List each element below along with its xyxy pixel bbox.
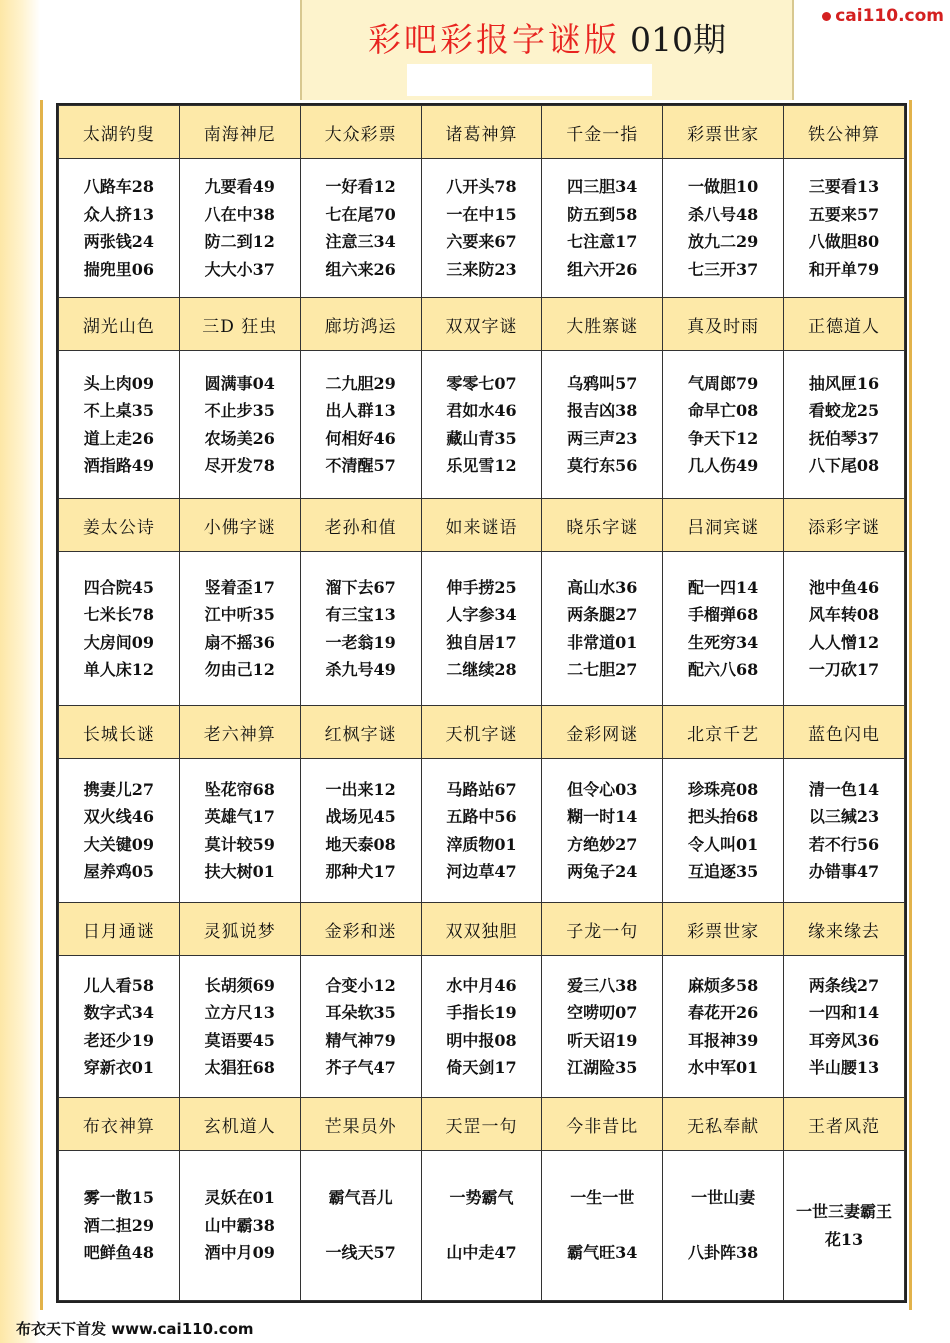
source-name: 湖光山色 bbox=[59, 298, 180, 351]
riddle-cell bbox=[421, 956, 542, 1098]
riddle-line: 高山水36 bbox=[567, 577, 638, 597]
riddle-line: 携妻儿27 bbox=[83, 779, 155, 799]
riddle-line: 倚天剑17 bbox=[446, 1058, 517, 1077]
riddle-line: 精气神79 bbox=[325, 1030, 396, 1050]
riddle-line: 配一四14 bbox=[688, 577, 759, 597]
source-name: 大胜寨谜 bbox=[542, 298, 663, 351]
riddle-line: 伸手捞25 bbox=[446, 577, 517, 597]
riddle-cell bbox=[663, 1151, 784, 1301]
riddle-cell bbox=[300, 1151, 421, 1301]
site-logo[interactable] bbox=[822, 6, 944, 26]
riddle-line: 杀九号49 bbox=[325, 660, 396, 679]
riddle-line: 耳旁风36 bbox=[808, 1030, 880, 1050]
page-title bbox=[302, 14, 792, 61]
riddle-line: 二继续28 bbox=[446, 660, 517, 679]
riddle-line: 令人叫01 bbox=[688, 834, 759, 854]
source-name: 小佛字谜 bbox=[179, 499, 300, 552]
riddle-line bbox=[422, 1212, 542, 1240]
riddle-line: 酒二担29 bbox=[83, 1215, 155, 1235]
riddle-cell bbox=[542, 956, 663, 1098]
riddle-row bbox=[59, 759, 905, 903]
title-blank-strip bbox=[407, 64, 652, 96]
riddle-line: 零零七07 bbox=[446, 373, 517, 393]
source-name: 缘来缘去 bbox=[784, 903, 905, 956]
riddle-grid bbox=[56, 103, 907, 1303]
riddle-line bbox=[663, 1212, 783, 1240]
riddle-line: 七注意17 bbox=[567, 232, 638, 251]
source-name: 双双字谜 bbox=[421, 298, 542, 351]
riddle-line: 耳报神39 bbox=[688, 1030, 759, 1050]
source-name: 彩票世家 bbox=[663, 106, 784, 159]
riddle-line: 三要看13 bbox=[808, 177, 880, 196]
riddle-line: 几人伤49 bbox=[688, 456, 759, 475]
source-name: 大众彩票 bbox=[300, 106, 421, 159]
riddle-line: 圆满事04 bbox=[204, 373, 275, 393]
riddle-line: 酒中月09 bbox=[204, 1243, 275, 1263]
riddle-line: 五路中56 bbox=[446, 807, 517, 826]
source-name: 千金一指 bbox=[542, 106, 663, 159]
riddle-cell bbox=[300, 956, 421, 1098]
riddle-line: 芥子气47 bbox=[325, 1058, 396, 1077]
riddle-line: 耳朵软35 bbox=[325, 1003, 396, 1022]
source-name: 芒果员外 bbox=[300, 1098, 421, 1151]
riddle-cell bbox=[542, 351, 663, 499]
source-name: 北京千艺 bbox=[663, 706, 784, 759]
source-name: 彩票世家 bbox=[663, 903, 784, 956]
riddle-line: 把头抬68 bbox=[688, 807, 759, 826]
riddle-line: 糊一时14 bbox=[567, 807, 638, 826]
riddle-line: 若不行56 bbox=[808, 834, 880, 854]
riddle-row bbox=[59, 1151, 905, 1301]
riddle-line: 乐见雪12 bbox=[446, 456, 517, 475]
source-name: 如来谜语 bbox=[421, 499, 542, 552]
riddle-line: 大大小37 bbox=[204, 259, 275, 279]
riddle-cell bbox=[421, 759, 542, 903]
riddle-cell bbox=[784, 1151, 905, 1301]
riddle-line: 一刀砍17 bbox=[808, 660, 880, 679]
riddle-line: 霸气吾儿 bbox=[328, 1188, 393, 1208]
riddle-cell bbox=[179, 552, 300, 706]
riddle-row bbox=[59, 351, 905, 499]
source-name: 布衣神算 bbox=[59, 1098, 180, 1151]
riddle-line: 何相好46 bbox=[325, 428, 396, 448]
riddle-line: 方绝妙27 bbox=[567, 834, 638, 854]
riddle-line: 独自居17 bbox=[446, 632, 517, 652]
riddle-line: 命早亡08 bbox=[688, 401, 759, 420]
riddle-line: 一势霸气 bbox=[449, 1188, 514, 1208]
riddle-cell bbox=[179, 759, 300, 903]
riddle-line: 英雄气17 bbox=[204, 807, 275, 826]
right-rule bbox=[909, 100, 912, 1310]
riddle-line: 八下尾08 bbox=[808, 456, 880, 475]
riddle-cell bbox=[179, 159, 300, 298]
riddle-line: 一好看12 bbox=[325, 177, 396, 196]
riddle-line: 八卦阵38 bbox=[688, 1243, 759, 1263]
riddle-cell bbox=[421, 351, 542, 499]
riddle-line: 报吉凶38 bbox=[567, 401, 638, 420]
riddle-cell bbox=[59, 956, 180, 1098]
riddle-line: 注意三34 bbox=[325, 232, 396, 251]
riddle-line: 看蛟龙25 bbox=[808, 401, 880, 420]
riddle-line: 一做胆10 bbox=[688, 177, 759, 196]
riddle-line: 二七胆27 bbox=[567, 660, 638, 679]
riddle-line: 但令心03 bbox=[567, 779, 638, 799]
riddle-line: 人人憎12 bbox=[808, 632, 880, 652]
riddle-line: 防五到58 bbox=[567, 204, 638, 224]
riddle-cell bbox=[784, 552, 905, 706]
riddle-line: 扇不摇36 bbox=[204, 632, 275, 652]
riddle-cell bbox=[784, 759, 905, 903]
source-name: 日月通谜 bbox=[59, 903, 180, 956]
riddle-line: 出人群13 bbox=[325, 401, 396, 420]
left-rule bbox=[40, 100, 43, 1310]
riddle-line: 乌鸦叫57 bbox=[567, 373, 638, 393]
riddle-line: 灵妖在01 bbox=[204, 1188, 275, 1208]
riddle-line: 清一色14 bbox=[808, 779, 880, 799]
riddle-line: 组六开26 bbox=[567, 259, 638, 279]
riddle-line: 八路车28 bbox=[83, 177, 155, 196]
riddle-cell bbox=[663, 956, 784, 1098]
riddle-line: 放九二29 bbox=[688, 232, 759, 251]
source-name: 老六神算 bbox=[179, 706, 300, 759]
riddle-cell bbox=[59, 1151, 180, 1301]
riddle-line: 争天下12 bbox=[688, 428, 759, 448]
source-name: 天机字谜 bbox=[421, 706, 542, 759]
riddle-line: 江中听35 bbox=[204, 605, 275, 624]
riddle-cell bbox=[59, 759, 180, 903]
riddle-line: 河边草47 bbox=[446, 862, 517, 881]
riddle-cell bbox=[421, 1151, 542, 1301]
riddle-line: 气周郎79 bbox=[688, 373, 759, 393]
riddle-line: 屋养鸡05 bbox=[83, 862, 155, 881]
riddle-line: 有三宝13 bbox=[325, 605, 396, 624]
riddle-line: 地天泰08 bbox=[325, 834, 396, 854]
source-name: 蓝色闪电 bbox=[784, 706, 905, 759]
source-name: 双双独胆 bbox=[421, 903, 542, 956]
source-name: 金彩网谜 bbox=[542, 706, 663, 759]
source-name: 太湖钓叟 bbox=[59, 106, 180, 159]
riddle-line: 一四和14 bbox=[808, 1003, 880, 1022]
riddle-line: 六要来67 bbox=[446, 232, 517, 251]
riddle-cell bbox=[300, 759, 421, 903]
riddle-line: 长胡须69 bbox=[204, 975, 275, 995]
title-banner bbox=[300, 0, 794, 100]
riddle-line: 防二到12 bbox=[204, 232, 275, 251]
riddle-line: 抽风匣16 bbox=[808, 373, 880, 393]
source-header-row bbox=[59, 903, 905, 956]
riddle-line: 四合院45 bbox=[83, 577, 155, 597]
riddle-line: 非常道01 bbox=[567, 632, 638, 652]
riddle-line: 坠花帘68 bbox=[204, 779, 275, 799]
riddle-cell bbox=[59, 159, 180, 298]
riddle-line: 滓质物01 bbox=[446, 834, 517, 854]
source-header-row bbox=[59, 499, 905, 552]
riddle-cell bbox=[421, 159, 542, 298]
riddle-cell bbox=[59, 351, 180, 499]
riddle-line: 人字参34 bbox=[446, 605, 517, 624]
riddle-cell bbox=[542, 552, 663, 706]
source-name: 正德道人 bbox=[784, 298, 905, 351]
riddle-line: 一出来12 bbox=[325, 779, 396, 799]
riddle-line: 扶大树01 bbox=[204, 862, 275, 881]
riddle-line: 一在中15 bbox=[446, 204, 517, 224]
source-name: 今非昔比 bbox=[542, 1098, 663, 1151]
riddle-table bbox=[58, 105, 905, 1301]
riddle-line: 水中军01 bbox=[688, 1058, 759, 1077]
riddle-line: 手指长19 bbox=[446, 1003, 517, 1022]
riddle-cell bbox=[300, 351, 421, 499]
riddle-line: 太猖狂68 bbox=[204, 1058, 275, 1077]
riddle-line: 半山腰13 bbox=[808, 1058, 880, 1077]
riddle-line: 立方尺13 bbox=[204, 1003, 275, 1022]
riddle-line: 一生一世 bbox=[570, 1188, 635, 1208]
riddle-line: 三来防23 bbox=[446, 259, 517, 279]
riddle-line: 生死穷34 bbox=[688, 632, 759, 652]
riddle-line: 溜下去67 bbox=[325, 577, 396, 597]
riddle-cell bbox=[300, 552, 421, 706]
source-name: 晓乐字谜 bbox=[542, 499, 663, 552]
source-name: 金彩和迷 bbox=[300, 903, 421, 956]
riddle-line: 麻烦多58 bbox=[688, 975, 759, 995]
riddle-line: 春花开26 bbox=[688, 1003, 759, 1022]
source-name: 三D 狂虫 bbox=[179, 298, 300, 351]
riddle-line: 战场见45 bbox=[325, 807, 396, 826]
left-decorative-band bbox=[0, 0, 40, 1343]
source-name: 王者风范 bbox=[784, 1098, 905, 1151]
riddle-line: 办错事47 bbox=[808, 862, 880, 881]
riddle-line: 手榴弹68 bbox=[688, 605, 759, 624]
riddle-line: 杀八号48 bbox=[688, 204, 759, 224]
riddle-line: 珍珠亮08 bbox=[688, 779, 759, 799]
riddle-line: 两张钱24 bbox=[83, 232, 155, 251]
source-header-row bbox=[59, 1098, 905, 1151]
riddle-line: 合变小12 bbox=[325, 975, 396, 995]
riddle-line: 水中月46 bbox=[446, 975, 517, 995]
riddle-cell bbox=[542, 159, 663, 298]
riddle-line: 二九胆29 bbox=[325, 373, 396, 393]
riddle-line: 穿新衣01 bbox=[83, 1058, 155, 1077]
source-name: 南海神尼 bbox=[179, 106, 300, 159]
riddle-line: 道上走26 bbox=[83, 428, 155, 448]
riddle-line: 马路站67 bbox=[446, 779, 517, 799]
logo-dot-icon bbox=[822, 12, 831, 21]
title-text: 彩吧彩报字谜版 bbox=[368, 20, 620, 59]
riddle-line: 爱三八38 bbox=[567, 975, 638, 995]
source-name: 无私奉献 bbox=[663, 1098, 784, 1151]
riddle-line: 两兔子24 bbox=[567, 862, 638, 881]
riddle-line: 霸气旺34 bbox=[567, 1243, 638, 1263]
riddle-line: 风车转08 bbox=[808, 605, 880, 624]
source-header-row bbox=[59, 706, 905, 759]
riddle-line: 双火线46 bbox=[83, 807, 155, 826]
riddle-line: 数字式34 bbox=[83, 1003, 155, 1022]
riddle-line: 头上肉09 bbox=[83, 373, 155, 393]
riddle-line: 山中走47 bbox=[446, 1243, 517, 1263]
riddle-cell bbox=[784, 159, 905, 298]
riddle-cell bbox=[542, 759, 663, 903]
riddle-line: 两三声23 bbox=[567, 428, 638, 448]
riddle-cell bbox=[663, 759, 784, 903]
riddle-line: 那种犬17 bbox=[325, 862, 396, 881]
riddle-line: 听天诏19 bbox=[567, 1030, 638, 1050]
source-name: 姜太公诗 bbox=[59, 499, 180, 552]
riddle-line: 一世山妻 bbox=[691, 1188, 756, 1208]
riddle-line: 七三开37 bbox=[688, 259, 759, 279]
riddle-line: 八做胆80 bbox=[808, 232, 880, 251]
riddle-cell bbox=[179, 351, 300, 499]
riddle-line: 农场美26 bbox=[204, 428, 275, 448]
riddle-line: 一线天57 bbox=[325, 1243, 396, 1263]
riddle-line: 互追逐35 bbox=[688, 862, 759, 881]
riddle-line: 尽开发78 bbox=[204, 456, 275, 475]
riddle-line: 四三胆34 bbox=[567, 177, 638, 196]
source-name: 廊坊鸿运 bbox=[300, 298, 421, 351]
riddle-cell bbox=[663, 351, 784, 499]
source-header-row bbox=[59, 298, 905, 351]
riddle-line: 勿由己12 bbox=[204, 660, 275, 679]
riddle-cell bbox=[784, 956, 905, 1098]
riddle-cell bbox=[663, 159, 784, 298]
riddle-line bbox=[301, 1212, 421, 1240]
source-name: 长城长谜 bbox=[59, 706, 180, 759]
riddle-cell bbox=[663, 552, 784, 706]
source-name: 老孙和值 bbox=[300, 499, 421, 552]
riddle-line: 酒指路49 bbox=[83, 456, 155, 475]
riddle-line: 两条腿27 bbox=[567, 605, 638, 624]
riddle-line: 一世三妻霸王花13 bbox=[796, 1202, 893, 1249]
source-name: 吕洞宾谜 bbox=[663, 499, 784, 552]
riddle-line: 八开头78 bbox=[446, 177, 517, 196]
riddle-cell bbox=[542, 1151, 663, 1301]
source-name: 诸葛神算 bbox=[421, 106, 542, 159]
riddle-line: 大房间09 bbox=[83, 632, 155, 652]
source-name: 红枫字谜 bbox=[300, 706, 421, 759]
riddle-line: 江湖险35 bbox=[567, 1058, 638, 1077]
issue-number: 010期 bbox=[630, 20, 726, 59]
riddle-line: 山中霸38 bbox=[204, 1215, 275, 1235]
riddle-cell bbox=[784, 351, 905, 499]
riddle-line: 雾一散15 bbox=[83, 1188, 155, 1208]
riddle-cell bbox=[59, 552, 180, 706]
riddle-line: 众人挤13 bbox=[83, 204, 155, 224]
riddle-line: 儿人看58 bbox=[83, 975, 155, 995]
riddle-line: 不上桌35 bbox=[83, 401, 155, 420]
riddle-line: 明中报08 bbox=[446, 1030, 517, 1050]
riddle-line: 竖着歪17 bbox=[204, 577, 275, 597]
riddle-line: 一老翁19 bbox=[325, 632, 396, 652]
riddle-line: 池中鱼46 bbox=[808, 577, 880, 597]
riddle-line: 莫行东56 bbox=[567, 456, 638, 475]
source-name: 添彩字谜 bbox=[784, 499, 905, 552]
riddle-line: 空唠叨07 bbox=[567, 1003, 638, 1022]
riddle-line: 莫计较59 bbox=[204, 834, 275, 854]
riddle-cell bbox=[179, 1151, 300, 1301]
riddle-line: 不止步35 bbox=[204, 401, 275, 420]
riddle-line: 莫语要45 bbox=[204, 1030, 275, 1050]
riddle-cell bbox=[300, 159, 421, 298]
riddle-line: 大关键09 bbox=[83, 834, 155, 854]
riddle-line: 和开单79 bbox=[808, 259, 880, 279]
riddle-line: 单人床12 bbox=[83, 660, 155, 679]
source-name: 玄机道人 bbox=[179, 1098, 300, 1151]
riddle-line bbox=[542, 1212, 662, 1240]
riddle-row bbox=[59, 956, 905, 1098]
riddle-line: 君如水46 bbox=[446, 401, 517, 420]
riddle-line: 配六八68 bbox=[688, 660, 759, 679]
riddle-cell bbox=[421, 552, 542, 706]
logo-text: cai110.com bbox=[835, 6, 944, 26]
riddle-line: 组六来26 bbox=[325, 259, 396, 279]
source-name: 灵狐说梦 bbox=[179, 903, 300, 956]
riddle-row bbox=[59, 159, 905, 298]
source-header-row bbox=[59, 106, 905, 159]
riddle-line: 以三缄23 bbox=[808, 807, 880, 826]
riddle-line: 七米长78 bbox=[83, 605, 155, 624]
riddle-line: 五要来57 bbox=[808, 204, 880, 224]
riddle-line: 九要看49 bbox=[204, 177, 275, 196]
source-name: 天罡一句 bbox=[421, 1098, 542, 1151]
riddle-line: 吧鲜鱼48 bbox=[83, 1243, 155, 1263]
riddle-line: 抚伯琴37 bbox=[808, 428, 880, 448]
riddle-line: 揣兜里06 bbox=[83, 259, 155, 279]
riddle-line: 两条线27 bbox=[808, 975, 880, 995]
riddle-line: 老还少19 bbox=[83, 1030, 155, 1050]
source-name: 铁公神算 bbox=[784, 106, 905, 159]
riddle-cell bbox=[179, 956, 300, 1098]
riddle-line: 七在尾70 bbox=[325, 204, 396, 224]
source-name: 子龙一句 bbox=[542, 903, 663, 956]
riddle-line: 八在中38 bbox=[204, 204, 275, 224]
riddle-row bbox=[59, 552, 905, 706]
footer-credit: 布衣天下首发 www.cai110.com bbox=[16, 1320, 254, 1338]
source-name: 真及时雨 bbox=[663, 298, 784, 351]
riddle-line: 藏山青35 bbox=[446, 428, 517, 448]
riddle-line: 不清醒57 bbox=[325, 456, 396, 475]
